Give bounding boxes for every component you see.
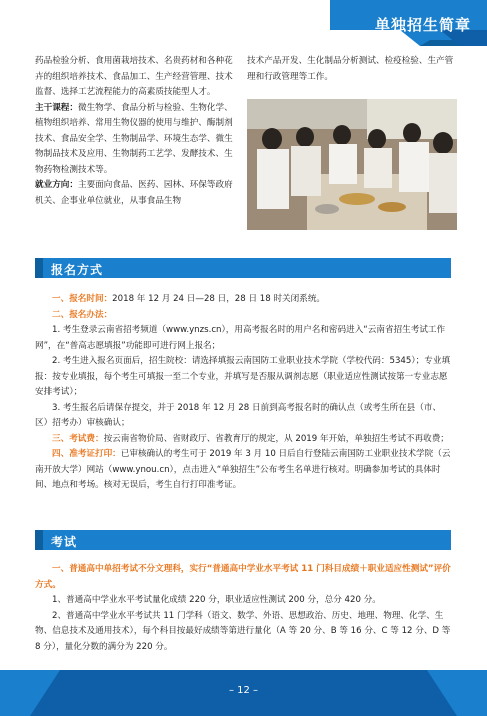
header-title: 单独招生简章	[374, 16, 471, 34]
main-courses	[35, 101, 235, 179]
registration-step-1: 1. 考生登录云南省招考频道（www.ynzs.cn），用高考报名时的用户名和密码进入“云南省招生考试工作网”，在“普高志愿填报”功能即可进行网上报名；	[35, 325, 446, 351]
registration-content	[35, 292, 451, 494]
exam-fee	[35, 432, 451, 448]
exam-item-2: 2、普通高中学业水平考试共 11 门学科（语文、数学、外语、思想政治、历史、地理、物理、化学、生物、信息技术及通用技术），每个科目按最好成绩等第进行量化（A 等 20 分、B 等 16 分、C 等 12 分、D 等 8 分），量化分数的满分为 220 分。	[35, 610, 451, 652]
registration-step-3: 3. 考生报名后请保存提交，并于 2018 年 12 月 28 日前到高考报名时的确认点（或考生所在县（市、区）招考办）审核确认；	[35, 402, 442, 428]
registration-method	[35, 308, 451, 324]
footer-bar	[0, 670, 487, 716]
section-title-exam: 考试	[51, 535, 78, 549]
registration-method-label: 二、报名办法：	[52, 309, 113, 320]
exam-fee-label: 三、考试费：	[52, 433, 104, 444]
registration-time-text: 2018 年 12 月 24 日—28 日，28 日 18 时关闭系统。	[112, 294, 326, 304]
intro-right-column	[247, 54, 457, 85]
job-direction	[35, 178, 235, 209]
jobs-label: 就业方向：	[35, 180, 78, 190]
jobs-text: 主要面向食品、医药、园林、环保等政府机关、企事业单位就业，从事食品生物	[35, 180, 233, 206]
classroom-photo-image	[247, 99, 457, 230]
courses-text: 微生物学、食品分析与检验、生物化学、植物组织培养、常用生物仪器的使用与维护、酶制剂技术、食品安全学、生物制品学、环境生态学、微生物制品技术及应用、生物制药工艺学、发酵技术、生物药物检测技术等。	[35, 102, 233, 175]
registration-time	[35, 292, 451, 308]
section-header-registration	[35, 258, 451, 278]
exam-fee-text: 按云南省物价局、省财政厅、省教育厅的规定，从 2019 年开始，单独招生考试不再收费；	[103, 433, 449, 444]
page-number: – 12 –	[228, 685, 259, 696]
header-banner	[0, 0, 487, 46]
exam-item-1: 1、普通高中学业水平考试量化成绩 220 分，职业适应性测试 200 分，总分 420 分。	[52, 595, 381, 605]
registration-step-2: 2. 考生进入报名页面后，招生院校：请选择填报云南国防工业职业技术学院（学校代码：5345）；专业填报：按专业填报，每个考生可填报一至二个专业，并填写是否服从调剂志愿（职业适应性测试按第一专业志愿安排考试）；	[35, 356, 451, 397]
intro-right-text: 技术产品开发、生化制品分析测试、检疫检验、生产管理和行政管理等工作。	[247, 56, 454, 82]
classroom-photo	[247, 99, 457, 230]
courses-label: 主干课程：	[35, 102, 78, 113]
section-marker	[35, 530, 43, 550]
exam-headline: 一、普通高中单招考试不分文理科，实行“普通高中学业水平考试 11 门科目成绩＋职业适应性测试”评价方式。	[35, 564, 451, 590]
section-title-registration: 报名方式	[51, 263, 104, 277]
registration-time-label: 一、报名时间：	[52, 294, 113, 304]
intro-text: 药品检验分析、食用菌栽培技术、名贵药材和各种花卉的组织培养技术、食品加工、生产经营管理、技术监督、选择工艺流程能力的高素质技能型人才。	[35, 56, 233, 97]
admission-ticket-label: 四、准考证打印：	[52, 449, 121, 459]
admission-ticket-text: 已审核确认的考生可于 2019 年 3 月 10 日后自行登陆云南国防工业职业技术学院（云南开放大学）网站（www.ynou.cn），点击进入“单独招生”公布考生名单进行核对。明确参加考试的具体时间、地点和考场。核对无误后，考生自行打印准考证。	[35, 449, 451, 490]
admission-ticket	[35, 447, 451, 494]
exam-content	[35, 562, 451, 655]
intro-left-column	[35, 54, 235, 209]
section-marker	[35, 258, 43, 278]
section-header-exam	[35, 530, 451, 550]
